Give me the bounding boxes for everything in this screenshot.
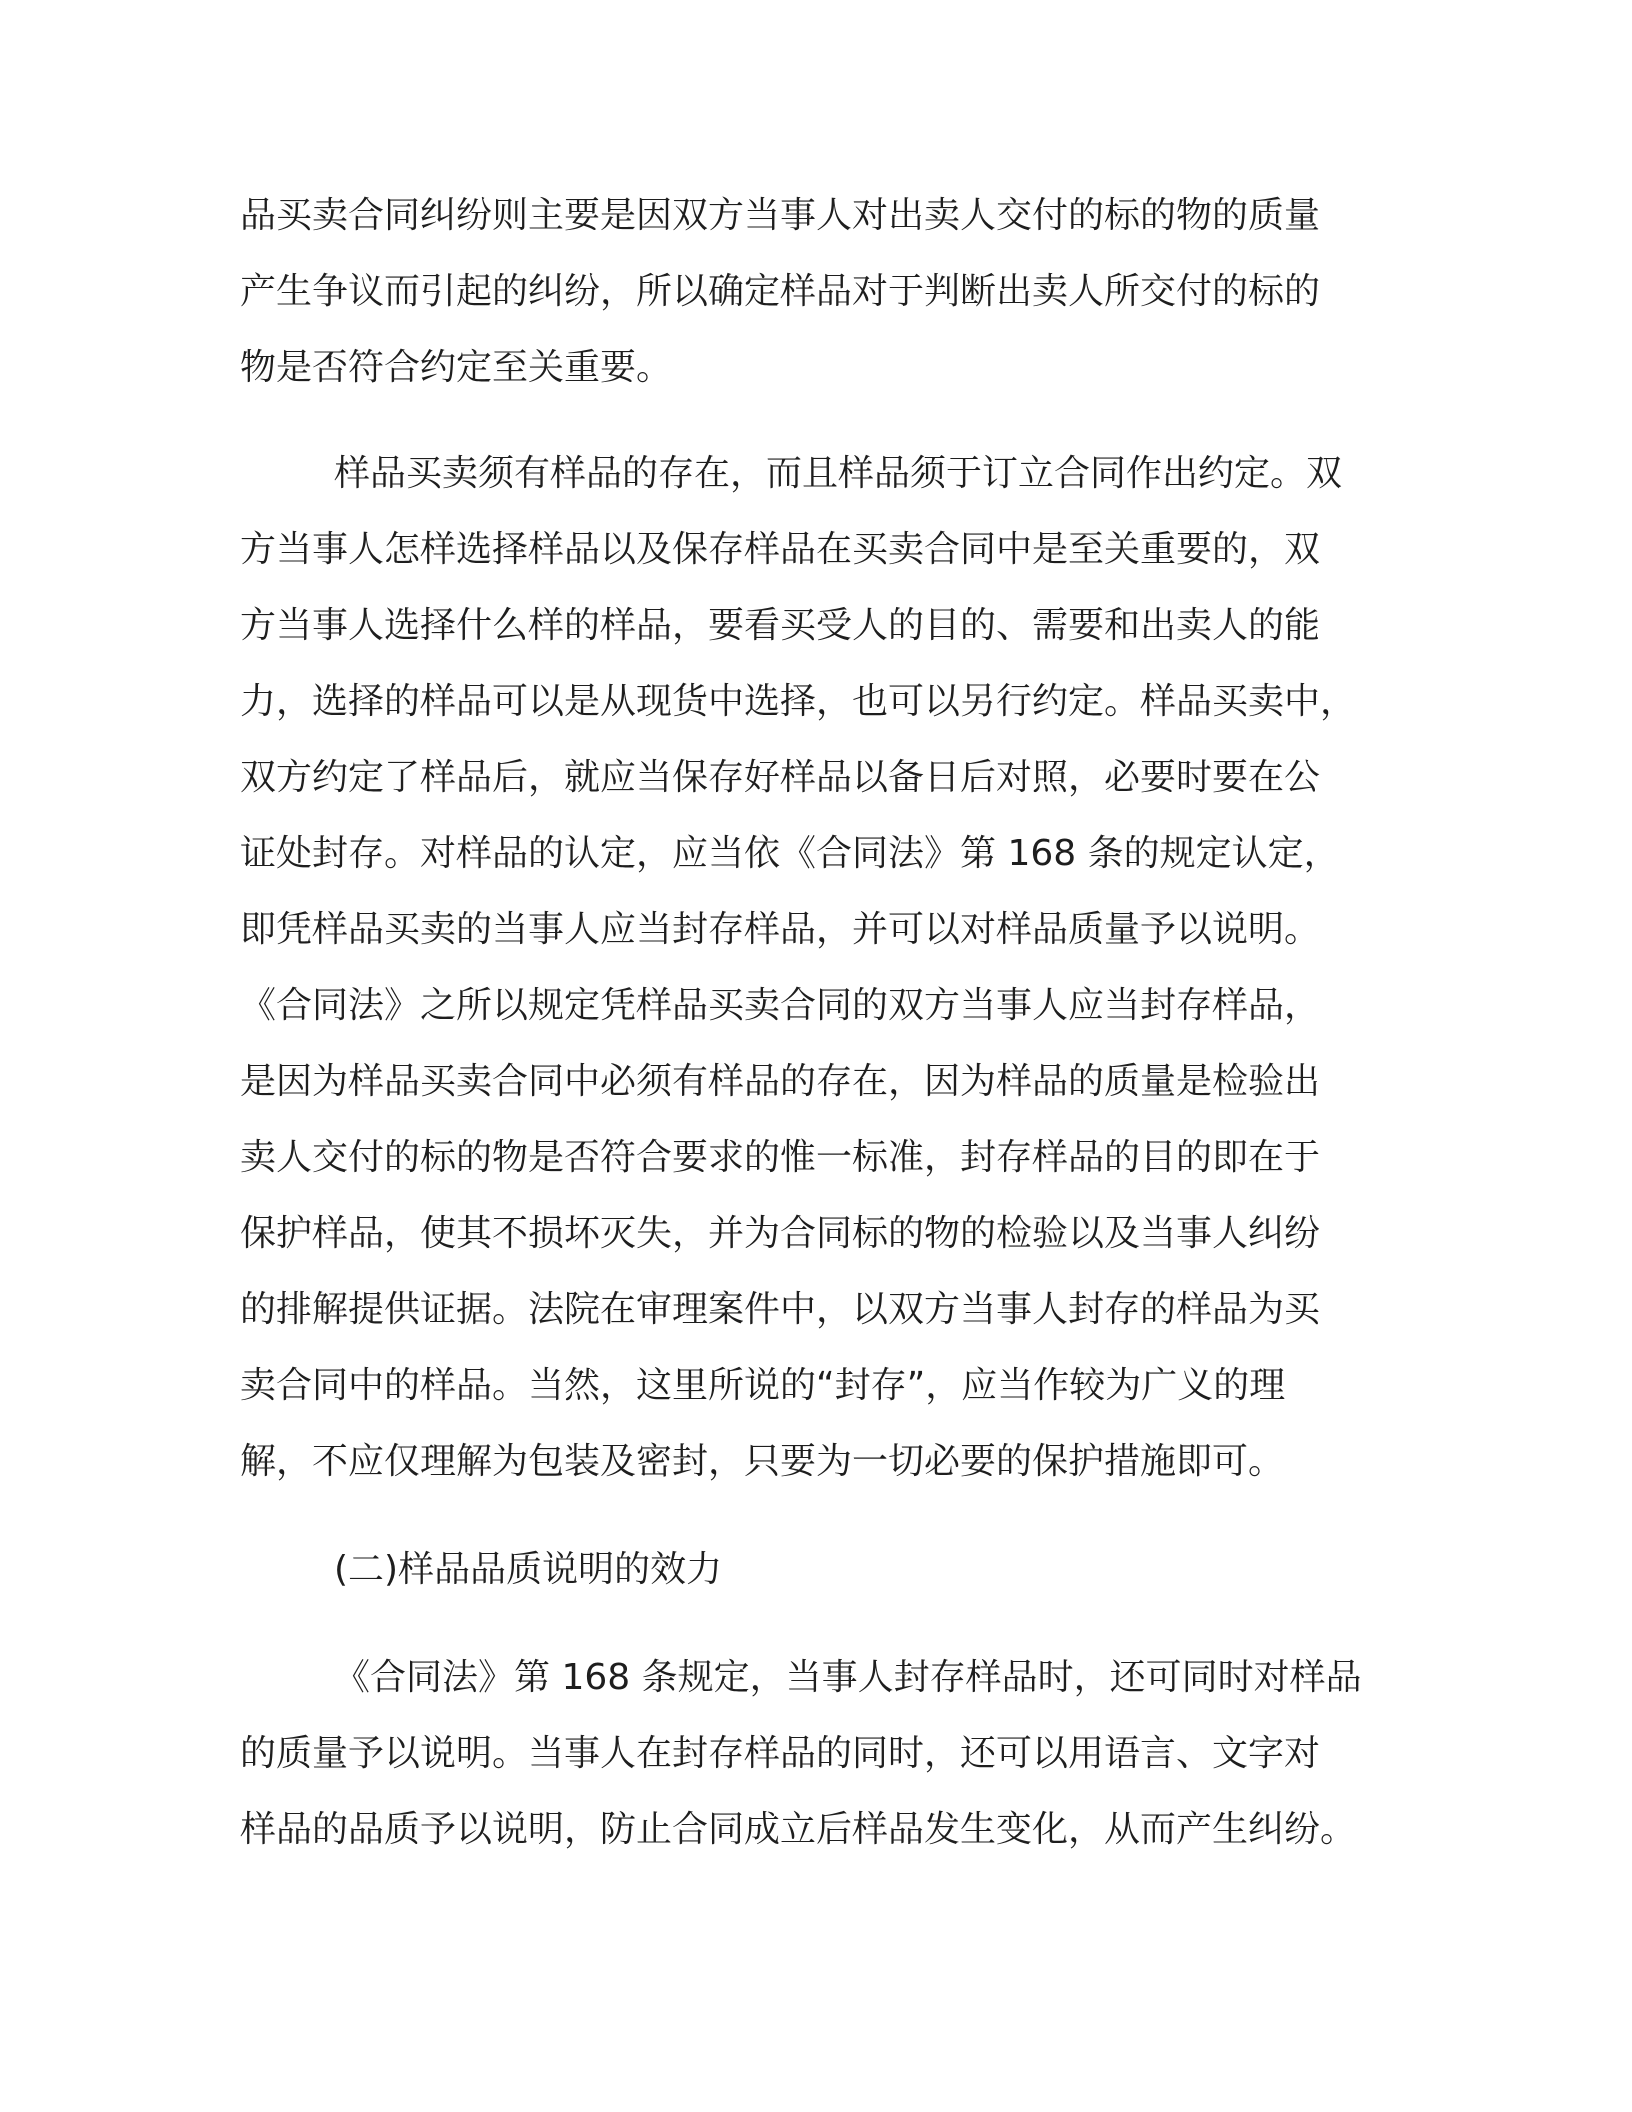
- paragraph-2-line-8: 《合同法》之所以规定凭样品买卖合同的双方当事人应当封存样品，: [240, 985, 1321, 1026]
- paragraph-2-line-3: 方当事人选择什么样的样品，要看买受人的目的、需要和出卖人的能: [240, 605, 1321, 646]
- paragraph-1-line-3: 物是否符合约定至关重要。: [240, 347, 673, 388]
- paragraph-2-line-7: 即凭样品买卖的当事人应当封存样品，并可以对样品质量予以说明。: [240, 909, 1321, 950]
- paragraph-3-line-3: 样品的品质予以说明，防止合同成立后样品发生变化，从而产生纠纷。: [240, 1809, 1357, 1850]
- paragraph-1-line-1: 品买卖合同纠纷则主要是因双方当事人对出卖人交付的标的物的质量: [240, 195, 1321, 236]
- paragraph-2-line-2: 方当事人怎样选择样品以及保存样品在买卖合同中是至关重要的，双: [240, 529, 1321, 570]
- paragraph-3-line-2: 的质量予以说明。当事人在封存样品的同时，还可以用语言、文字对: [240, 1733, 1321, 1774]
- paragraph-2-line-1: 样品买卖须有样品的存在，而且样品须于订立合同作出约定。双: [334, 453, 1343, 494]
- paragraph-2-line-6: 证处封存。对样品的认定，应当依《合同法》第 168 条的规定认定，: [240, 833, 1340, 874]
- paragraph-2-line-11: 保护样品，使其不损坏灭失，并为合同标的物的检验以及当事人纠纷: [240, 1213, 1321, 1254]
- paragraph-2-line-5: 双方约定了样品后，就应当保存好样品以备日后对照，必要时要在公: [240, 757, 1321, 798]
- paragraph-1-line-2: 产生争议而引起的纠纷，所以确定样品对于判断出卖人所交付的标的: [240, 271, 1321, 312]
- paragraph-2-line-4: 力，选择的样品可以是从现货中选择，也可以另行约定。样品买卖中，: [240, 681, 1357, 722]
- paragraph-2-line-10: 卖人交付的标的物是否符合要求的惟一标准，封存样品的目的即在于: [240, 1137, 1321, 1178]
- paragraph-2-line-14: 解，不应仅理解为包装及密封，只要为一切必要的保护措施即可。: [240, 1441, 1285, 1482]
- paragraph-2-line-9: 是因为样品买卖合同中必须有样品的存在，因为样品的质量是检验出: [240, 1061, 1321, 1102]
- paragraph-3-line-1: 《合同法》第 168 条规定，当事人封存样品时，还可同时对样品: [334, 1657, 1362, 1698]
- paragraph-2-line-12: 的排解提供证据。法院在审理案件中，以双方当事人封存的样品为买: [240, 1289, 1321, 1330]
- paragraph-2-line-13: 卖合同中的样品。当然，这里所说的“封存”，应当作较为广义的理: [240, 1365, 1286, 1406]
- section-heading: (二)样品品质说明的效力: [334, 1549, 723, 1590]
